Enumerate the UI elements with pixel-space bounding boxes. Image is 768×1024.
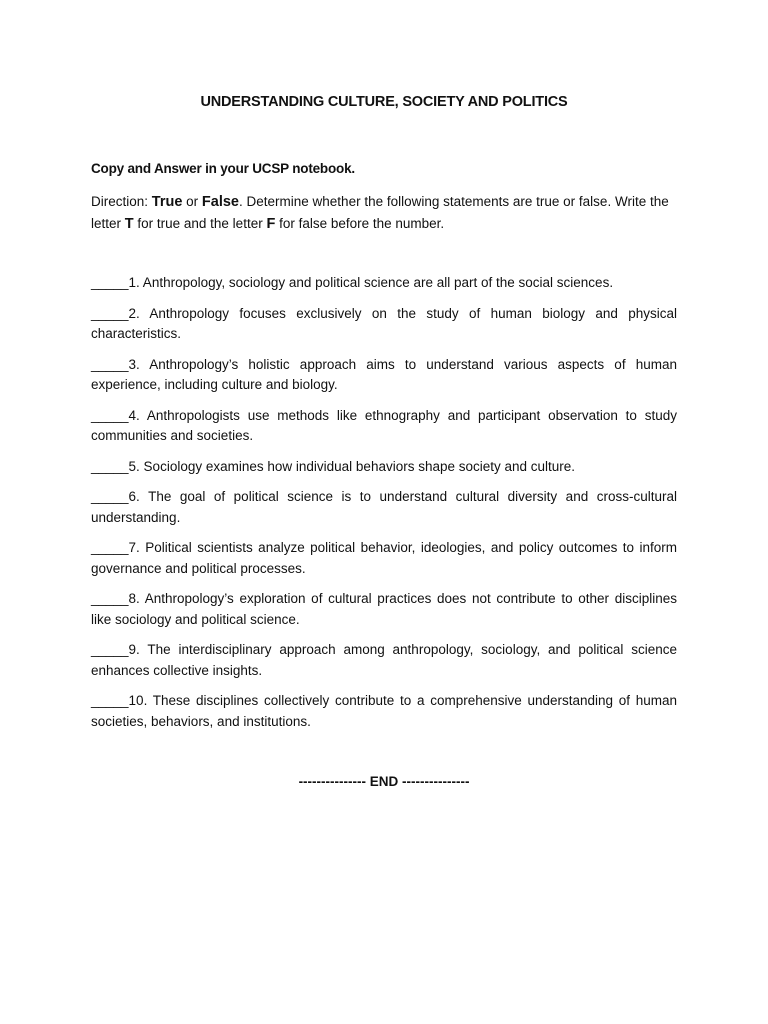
answer-blank: _____ — [91, 458, 129, 474]
question-text: 2. Anthropology focuses exclusively on the study of human biology and physical characteristics. — [91, 305, 677, 341]
direction-prefix: Direction: — [91, 194, 152, 209]
question-text: 10. These disciplines collectively contribute to a comprehensive understanding of human societies, behaviors, and institutions. — [91, 693, 677, 729]
question-text: 8. Anthropology’s exploration of cultural practices does not contribute to other disciplines like sociology and political science. — [91, 591, 677, 627]
question-item — [91, 273, 677, 294]
question-text: 9. The interdisciplinary approach among anthropology, sociology, and political science enhances collective insights. — [91, 642, 677, 678]
answer-blank: _____ — [91, 356, 129, 372]
question-item — [91, 589, 677, 630]
direction-suffix: for false before the number. — [275, 216, 445, 231]
direction-or: or — [182, 194, 202, 209]
question-list — [91, 273, 677, 742]
question-text: 6. The goal of political science is to understand cultural diversity and cross-cultural understanding. — [91, 489, 677, 525]
question-item — [91, 487, 677, 528]
question-item — [91, 640, 677, 681]
answer-blank: _____ — [91, 693, 129, 708]
question-item — [91, 355, 677, 396]
direction-text — [91, 191, 677, 235]
answer-blank: _____ — [91, 407, 129, 423]
end-marker: --------------- END --------------- — [298, 774, 470, 789]
answer-blank: _____ — [91, 489, 129, 504]
question-item — [91, 691, 677, 732]
answer-blank: _____ — [91, 591, 129, 606]
direction-mid2: for true and the letter — [133, 216, 267, 231]
question-item — [91, 406, 677, 447]
question-item — [91, 304, 677, 345]
document-title: UNDERSTANDING CULTURE, SOCIETY AND POLITICS — [200, 94, 568, 110]
instruction-text: Copy and Answer in your UCSP notebook. — [91, 161, 355, 176]
question-item — [91, 538, 677, 579]
direction-word-false: False — [201, 194, 240, 210]
question-text: 4. Anthropologists use methods like ethnography and participant observation to study communities and societies. — [91, 407, 677, 443]
direction-word-true: True — [151, 194, 183, 210]
direction-letter-f: F — [266, 216, 276, 232]
question-text: 7. Political scientists analyze political behavior, ideologies, and policy outcomes to inform governance and political processes. — [91, 540, 677, 576]
question-text: 1. Anthropology, sociology and political science are all part of the social sciences. — [128, 275, 614, 290]
direction-letter-t: T — [124, 216, 134, 232]
answer-blank: _____ — [91, 642, 129, 657]
direction-middle: . Determine whether the following statements are true or false. Write the letter — [91, 194, 669, 231]
answer-blank: _____ — [91, 305, 129, 321]
question-text: 5. Sociology examines how individual behaviors shape society and culture. — [128, 458, 576, 474]
question-item — [91, 457, 677, 478]
answer-blank: _____ — [91, 540, 129, 555]
answer-blank: _____ — [91, 275, 129, 290]
question-text: 3. Anthropology’s holistic approach aims to understand various aspects of human experience, including culture and biology. — [91, 356, 677, 392]
